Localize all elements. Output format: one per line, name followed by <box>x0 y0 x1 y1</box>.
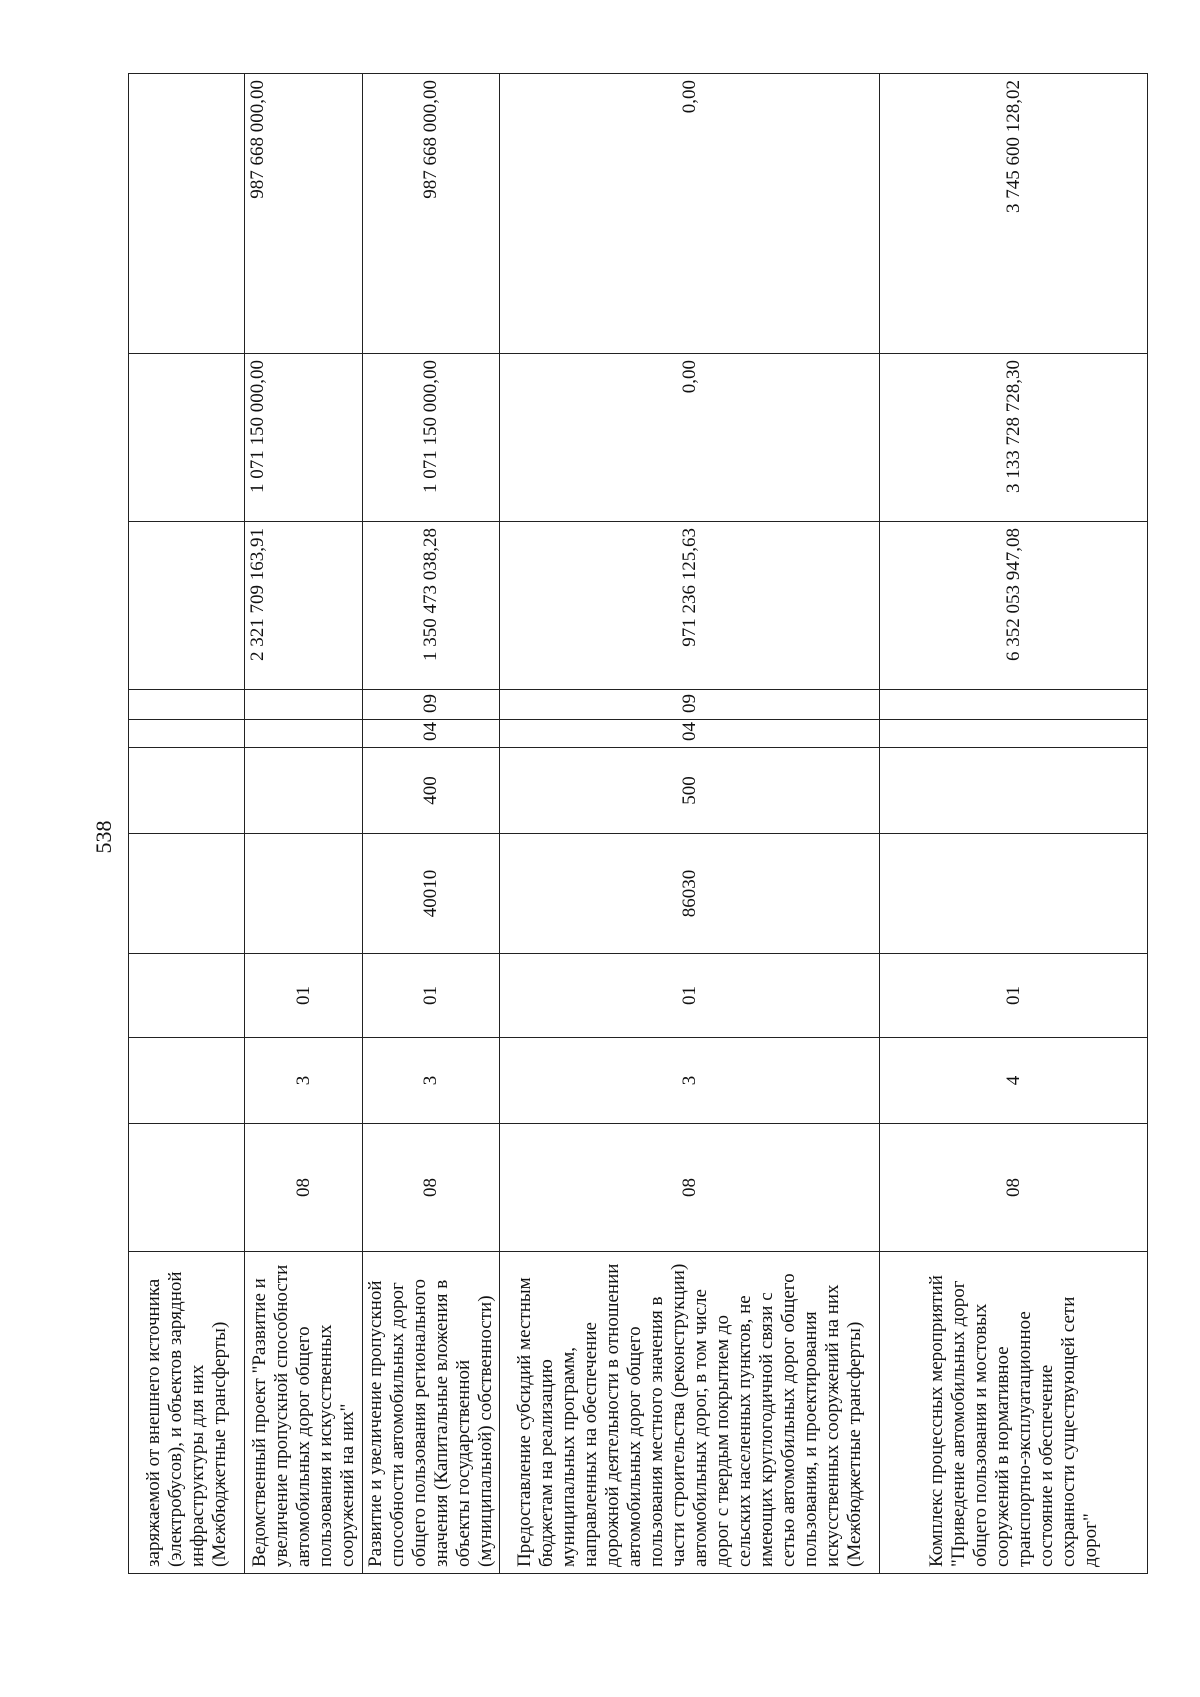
expense-type-cell <box>129 748 245 834</box>
budget-table-container <box>128 74 1128 1574</box>
section-code-cell: 08 <box>363 1124 500 1252</box>
amount-year2-cell: 0,00 <box>500 354 880 522</box>
code-a-cell: 04 <box>363 720 500 748</box>
row-name-cell: Предоставление субсидий местным бюджетам на реализацию муниципальных программ, направленных на обеспечение дорожной деятельности в отношении автомобильных дорог общего пользования местного значения в части строительства (реконструкции) автомобильных дорог, в том числе дорог с твердым покрытием до сельских населенных пунктов, не имеющих круглогодичной связи с сетью автомобильных дорог общего пользования, и проектирования искусственных сооружений на них (Межбюджетные трансферты) <box>500 1252 880 1574</box>
amount-year1-cell: 6 352 053 947,08 <box>880 522 1148 690</box>
subsection-code-cell: 3 <box>363 1038 500 1124</box>
row-name-cell: Комплекс процессных мероприятий "Приведение автомобильных дорог общего пользования и мостовых сооружений в нормативное транспортно-эксплуатационное состояние и обеспечение сохранности существующей сети дорог" <box>880 1252 1148 1574</box>
direction-code-cell: 86030 <box>500 834 880 954</box>
subsection-code-cell: 3 <box>500 1038 880 1124</box>
amount-year3-cell: 987 668 000,00 <box>245 74 363 354</box>
amount-year3-cell <box>129 74 245 354</box>
program-code-cell: 01 <box>880 954 1148 1038</box>
table-body <box>129 74 1148 1574</box>
amount-year1-cell <box>129 522 245 690</box>
code-b-cell <box>129 690 245 720</box>
direction-code-cell <box>880 834 1148 954</box>
row-name-cell: Развитие и увеличение пропускной способности автомобильных дорог общего пользования регионального значения (Капитальные вложения в объекты государственной (муниципальной) собственности) <box>363 1252 500 1574</box>
page-number: 538 <box>91 820 116 854</box>
amount-year2-cell: 1 071 150 000,00 <box>245 354 363 522</box>
table-row <box>245 74 363 1574</box>
direction-code-cell: 40010 <box>363 834 500 954</box>
amount-year2-cell <box>129 354 245 522</box>
table-row <box>500 74 880 1574</box>
code-b-cell: 09 <box>363 690 500 720</box>
code-b-cell <box>880 690 1148 720</box>
direction-code-cell <box>245 834 363 954</box>
table-row <box>880 74 1148 1574</box>
code-a-cell <box>245 720 363 748</box>
amount-year2-cell: 1 071 150 000,00 <box>363 354 500 522</box>
section-code-cell: 08 <box>245 1124 363 1252</box>
section-code-cell: 08 <box>500 1124 880 1252</box>
amount-year1-cell: 2 321 709 163,91 <box>245 522 363 690</box>
program-code-cell <box>129 954 245 1038</box>
budget-table <box>128 73 1148 1574</box>
program-code-cell: 01 <box>363 954 500 1038</box>
amount-year3-cell: 3 745 600 128,02 <box>880 74 1148 354</box>
code-a-cell: 04 <box>500 720 880 748</box>
code-b-cell <box>245 690 363 720</box>
amount-year3-cell: 987 668 000,00 <box>363 74 500 354</box>
direction-code-cell <box>129 834 245 954</box>
subsection-code-cell: 3 <box>245 1038 363 1124</box>
expense-type-cell <box>245 748 363 834</box>
subsection-code-cell: 4 <box>880 1038 1148 1124</box>
amount-year2-cell: 3 133 728 728,30 <box>880 354 1148 522</box>
table-row <box>363 74 500 1574</box>
table-row <box>129 74 245 1574</box>
section-code-cell <box>129 1124 245 1252</box>
amount-year3-cell: 0,00 <box>500 74 880 354</box>
subsection-code-cell <box>129 1038 245 1124</box>
code-a-cell <box>129 720 245 748</box>
program-code-cell: 01 <box>245 954 363 1038</box>
code-b-cell: 09 <box>500 690 880 720</box>
expense-type-cell: 400 <box>363 748 500 834</box>
expense-type-cell: 500 <box>500 748 880 834</box>
row-name-cell: заряжаемой от внешнего источника (электробусов), и объектов зарядной инфраструктуры для них (Межбюджетные трансферты) <box>129 1252 245 1574</box>
program-code-cell: 01 <box>500 954 880 1038</box>
code-a-cell <box>880 720 1148 748</box>
amount-year1-cell: 1 350 473 038,28 <box>363 522 500 690</box>
row-name-cell: Ведомственный проект "Развитие и увеличение пропускной способности автомобильных дорог общего пользования и искусственных сооружений на них" <box>245 1252 363 1574</box>
section-code-cell: 08 <box>880 1124 1148 1252</box>
amount-year1-cell: 971 236 125,63 <box>500 522 880 690</box>
expense-type-cell <box>880 748 1148 834</box>
